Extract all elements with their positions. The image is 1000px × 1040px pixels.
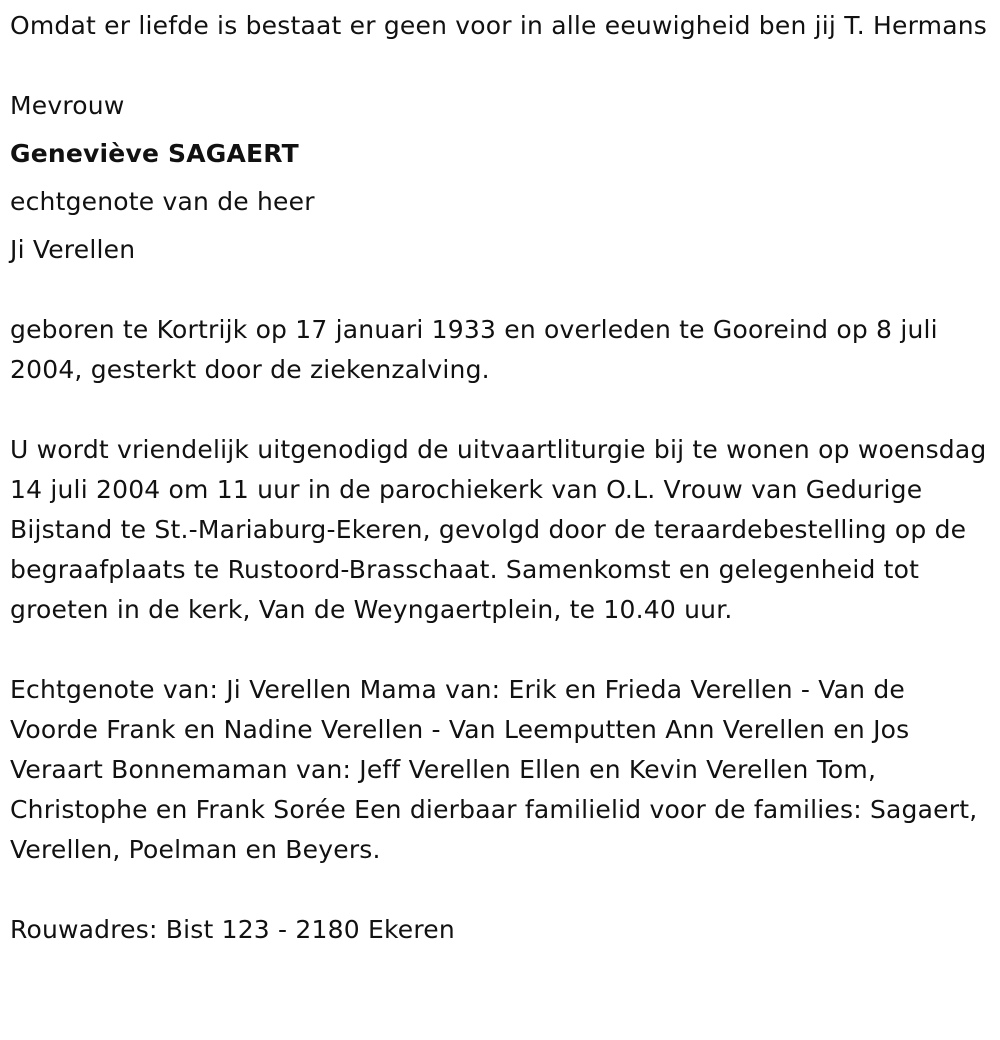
salutation: Mevrouw [10,91,125,120]
obituary-notice [10,6,990,950]
mourning-address: Rouwadres: Bist 123 - 2180 Ekeren [10,915,455,944]
family-paragraph: Echtgenote van: Ji Verellen Mama van: Erik en Frieda Verellen - Van de Voorde Frank en Nadine Verellen - Van Leemputten Ann Verellen en Jos Veraart Bonnemaman van: Jeff Verellen Ellen en Kevin Verellen Tom, Christophe en Frank Sorée Een dierbaar familielid voor de families: Sagaert, Verellen, Poelman en Beyers. [10,675,978,864]
birth-death-paragraph: geboren te Kortrijk op 17 januari 1933 en overleden te Gooreind op 8 juli 2004, gesterkt door de ziekenzalving. [10,315,938,384]
spouse-name: Ji Verellen [10,235,136,264]
opening-quote: Omdat er liefde is bestaat er geen voor in alle eeuwigheid ben jij T. Hermans [10,11,987,40]
deceased-name: Geneviève SAGAERT [10,139,299,168]
relation-line: echtgenote van de heer [10,187,315,216]
funeral-info-paragraph: U wordt vriendelijk uitgenodigd de uitvaartliturgie bij te wonen op woensdag 14 juli 2004 om 11 uur in de parochiekerk van O.L. Vrouw van Gedurige Bijstand te St.-Mariaburg-Ekeren, gevolgd door de teraardebestelling op de begraafplaats te Rustoord-Brasschaat. Samenkomst en gelegenheid tot groeten in de kerk, Van de Weyngaertplein, te 10.40 uur. [10,435,987,624]
